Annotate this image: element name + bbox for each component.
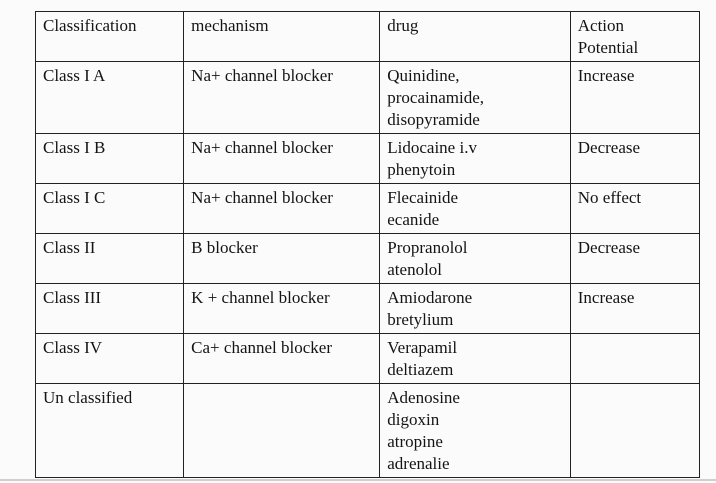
table-row — [36, 134, 700, 184]
header-mechanism: mechanism — [184, 12, 380, 62]
mechanism-cell: Na+ channel blocker — [184, 134, 380, 184]
drug-cell: Flecainide ecanide — [380, 184, 571, 234]
classification-cell: Class IV — [36, 334, 184, 384]
table-row — [36, 184, 700, 234]
action-potential-cell: Decrease — [570, 134, 699, 184]
mechanism-cell: Na+ channel blocker — [184, 62, 380, 134]
action-potential-cell — [570, 334, 699, 384]
classification-cell: Class I C — [36, 184, 184, 234]
mechanism-cell — [184, 384, 380, 478]
table-row — [36, 384, 700, 478]
classification-cell: Class I A — [36, 62, 184, 134]
action-potential-cell: Increase — [570, 62, 699, 134]
table-header-row — [36, 12, 700, 62]
action-potential-cell — [570, 384, 699, 478]
mechanism-cell: K + channel blocker — [184, 284, 380, 334]
table-row — [36, 234, 700, 284]
drug-cell: Quinidine, procainamide, disopyramide — [380, 62, 571, 134]
antiarrhythmic-classification-table — [35, 11, 700, 478]
drug-cell: Verapamil deltiazem — [380, 334, 571, 384]
drug-cell: Lidocaine i.v phenytoin — [380, 134, 571, 184]
header-drug: drug — [380, 12, 571, 62]
classification-cell: Class II — [36, 234, 184, 284]
action-potential-cell: No effect — [570, 184, 699, 234]
action-potential-cell: Decrease — [570, 234, 699, 284]
header-classification: Classification — [36, 12, 184, 62]
table-row — [36, 334, 700, 384]
drug-cell: Adenosine digoxin atropine adrenalie — [380, 384, 571, 478]
table-row — [36, 284, 700, 334]
classification-cell: Class I B — [36, 134, 184, 184]
action-potential-cell: Increase — [570, 284, 699, 334]
classification-cell: Class III — [36, 284, 184, 334]
page-bottom-divider — [0, 479, 716, 481]
header-action-potential: Action Potential — [570, 12, 699, 62]
drug-cell: Amiodarone bretylium — [380, 284, 571, 334]
mechanism-cell: Ca+ channel blocker — [184, 334, 380, 384]
mechanism-cell: Na+ channel blocker — [184, 184, 380, 234]
mechanism-cell: B blocker — [184, 234, 380, 284]
table-row — [36, 62, 700, 134]
classification-cell: Un classified — [36, 384, 184, 478]
drug-cell: Propranolol atenolol — [380, 234, 571, 284]
